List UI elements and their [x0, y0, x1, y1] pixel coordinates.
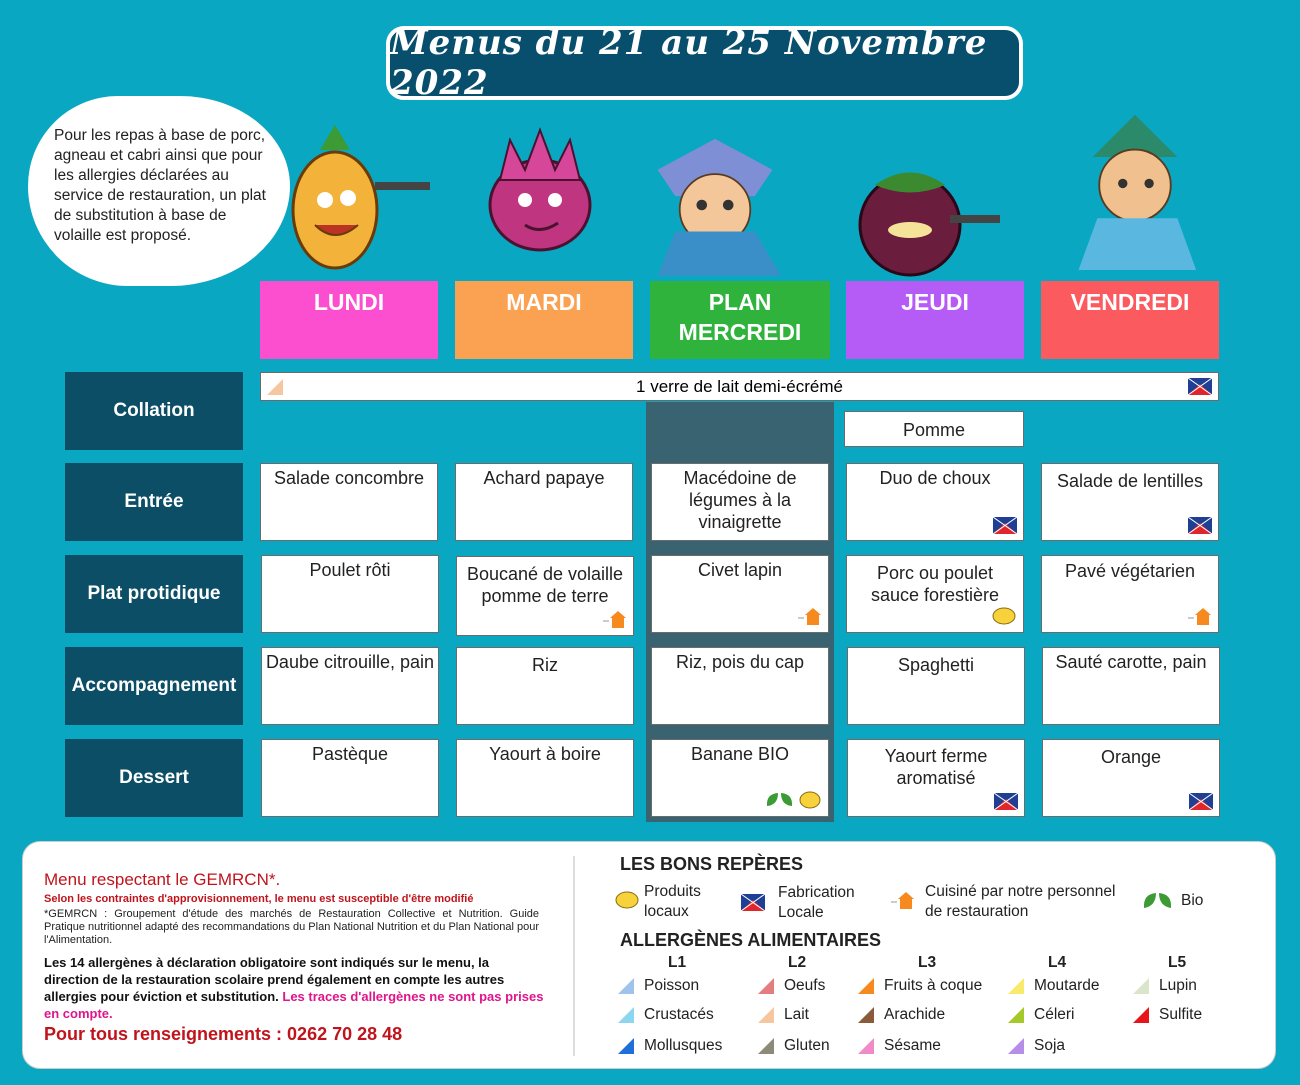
- lait-allergen-icon: [267, 379, 283, 395]
- cell-text: Salade concombre: [273, 468, 425, 488]
- allergen-marker-icon: [758, 1007, 774, 1023]
- cell-accomp-mardi: [456, 647, 634, 725]
- cell-text: Orange: [1100, 747, 1162, 767]
- allergen-label: Fruits à coque: [884, 977, 983, 994]
- cell-plat-vendredi: [1041, 555, 1219, 633]
- cell-entree-lundi: [260, 463, 438, 541]
- cell-text: Salade de lentilles: [1056, 471, 1204, 491]
- constraint-note: Selon les contraintes d'approvisionnement, le menu est susceptible d'être modifié: [44, 893, 474, 905]
- allergen-label: Mollusques: [644, 1037, 723, 1054]
- cell-accomp-vendredi: [1042, 647, 1220, 725]
- allergen-label: Moutarde: [1034, 977, 1100, 994]
- cell-text: Duo de choux: [879, 468, 991, 488]
- allergen-marker-icon: [618, 1038, 634, 1054]
- day-header-mercredi: [650, 281, 830, 359]
- collation-cell: [260, 372, 1219, 401]
- day-header-mardi: [455, 281, 633, 359]
- cell-entree-mercredi: [651, 463, 829, 541]
- cell-text: Yaourt à boire: [489, 744, 601, 764]
- cell-dessert-jeudi: [847, 739, 1025, 817]
- cell-entree-jeudi: [846, 463, 1024, 541]
- row-label-accompagnement: Accompagnement: [65, 647, 243, 725]
- fabrication-locale-icon: [741, 894, 765, 911]
- allergen-marker-icon: [758, 1038, 774, 1054]
- allergen-marker-icon: [858, 1007, 874, 1023]
- cuisine-maison-icon: [889, 890, 915, 910]
- allergen-group-code: L3: [918, 954, 937, 971]
- day-label: MARDI: [506, 289, 582, 315]
- cell-accomp-lundi: [261, 647, 439, 725]
- allergen-label: Sésame: [884, 1037, 941, 1054]
- cell-plat-mercredi: [651, 555, 829, 633]
- cell-text: Boucané de volaille pomme de terre: [466, 564, 624, 606]
- warrior-mascot-icon: [1060, 110, 1210, 270]
- cell-dessert-mercredi: [651, 739, 829, 817]
- bons-reperes-title: LES BONS REPÈRES: [620, 854, 804, 874]
- produits-locaux-icon: [614, 890, 640, 910]
- allergen-label: Sulfite: [1159, 1006, 1203, 1023]
- allergen-marker-icon: [1008, 1038, 1024, 1054]
- allergenes-title: ALLERGÈNES ALIMENTAIRES: [620, 930, 882, 950]
- collation-text: 1 verre de lait demi-écrémé: [636, 377, 843, 396]
- cell-text: Riz, pois du cap: [675, 652, 805, 672]
- day-label: JEUDI: [901, 289, 969, 315]
- allergen-label: Lupin: [1159, 977, 1197, 994]
- cell-text: Yaourt ferme aromatisé: [884, 746, 988, 788]
- cuisine-maison-icon: [601, 609, 627, 629]
- day-header-jeudi: [846, 281, 1024, 359]
- fabrication-locale-icon: [1189, 793, 1213, 810]
- cell-text: Daube citrouille, pain: [265, 652, 435, 672]
- bubble-text: Pour les repas à base de porc, agneau et cabri ainsi que pour les allergies déclarées au service de restauration, un plat de substitution à base de volaille est proposé.: [54, 127, 266, 244]
- allergen-note-text: Les 14 allergènes à déclaration obligatoire sont indiqués sur le menu, la direction de la restauration scolaire prend également en compte les autres allergies pour éviction et substitution.: [44, 955, 505, 1004]
- allergen-group-code: L1: [668, 954, 687, 971]
- page-title: Menus du 21 au 25 Novembre 2022: [386, 26, 1023, 100]
- mango-mascot-icon: [280, 120, 430, 280]
- info-bubble: [28, 96, 290, 286]
- repere-local: Produits locaux: [644, 883, 701, 920]
- allergen-note: [44, 954, 544, 1022]
- allergen-marker-icon: [858, 1038, 874, 1054]
- cell-text: Sauté carotte, pain: [1055, 652, 1207, 672]
- cell-text: Civet lapin: [697, 560, 783, 580]
- cell-dessert-mardi: [456, 739, 634, 817]
- day-header-vendredi: [1041, 281, 1219, 359]
- cell-accomp-mercredi: [651, 647, 829, 725]
- cell-text: Porc ou poulet sauce forestière: [870, 563, 1000, 605]
- allergen-marker-icon: [1008, 978, 1024, 994]
- cuisine-maison-icon: [796, 606, 822, 626]
- cell-text: Riz: [532, 655, 558, 675]
- produits-locaux-icon: [991, 606, 1017, 626]
- traces-note: Les traces d'allergènes ne sont pas prises en compte.: [44, 989, 544, 1021]
- cell-text: Banane BIO: [690, 744, 790, 764]
- allergen-label: Céleri: [1034, 1006, 1075, 1023]
- allergen-group-code: L5: [1168, 954, 1187, 971]
- collation-jeudi-cell: [844, 411, 1024, 447]
- day-header-lundi: [260, 281, 438, 359]
- allergen-label: Crustacés: [644, 1006, 714, 1023]
- allergen-marker-icon: [758, 978, 774, 994]
- legend-panel: [22, 841, 1276, 1069]
- allergen-label: Poisson: [644, 977, 700, 994]
- cell-text: Spaghetti: [897, 655, 975, 675]
- cell-text: Achard papaye: [483, 468, 605, 488]
- cell-plat-jeudi: [846, 555, 1024, 633]
- cell-dessert-lundi: [261, 739, 439, 817]
- row-label-collation: Collation: [65, 372, 243, 450]
- allergen-group-code: L4: [1048, 954, 1067, 971]
- cell-text: Poulet rôti: [309, 560, 391, 580]
- day-label: LUNDI: [313, 289, 385, 315]
- allergen-marker-icon: [858, 978, 874, 994]
- cell-plat-mardi: [456, 556, 634, 636]
- cell-plat-lundi: [261, 555, 439, 633]
- cell-dessert-vendredi: [1042, 739, 1220, 817]
- fabrication-locale-icon: [993, 517, 1017, 534]
- allergen-label: Soja: [1034, 1037, 1066, 1054]
- cell-text: Pomme: [902, 420, 965, 440]
- cell-text: Pavé végétarien: [1064, 561, 1196, 581]
- allergen-label: Gluten: [784, 1037, 830, 1054]
- row-label-plat: Plat protidique: [65, 555, 243, 633]
- allergen-marker-icon: [1133, 1007, 1149, 1023]
- day-label: VENDREDI: [1070, 289, 1190, 315]
- day-label: PLAN MERCREDI: [678, 289, 802, 345]
- cell-accomp-jeudi: [847, 647, 1025, 725]
- allergen-label: Lait: [784, 1006, 809, 1023]
- fabrication-locale-icon: [994, 793, 1018, 810]
- gemrcn-definition: *GEMRCN : Groupement d'étude des marchés de Restauration Collective et Nutrition. Guide Pratique nutritionnel adapté des recommandations du Plan National Nutrition et du Plan National pour l'Alimentation.: [44, 908, 539, 946]
- bio-and-local-icons: [764, 790, 822, 810]
- cell-entree-vendredi: [1041, 463, 1219, 541]
- fabrication-locale-icon: [1188, 517, 1212, 534]
- allergen-label: Arachide: [884, 1006, 946, 1023]
- repere-bio: Bio: [1181, 892, 1204, 909]
- bio-icon: [1141, 890, 1173, 910]
- dragonfruit-mascot-icon: [470, 120, 620, 280]
- allergen-label: Oeufs: [784, 977, 826, 994]
- allergen-marker-icon: [1133, 978, 1149, 994]
- cell-text: Pastèque: [311, 744, 389, 764]
- hero-mascot-icon: [640, 125, 790, 285]
- repere-fabrication: Fabrication Locale: [778, 884, 855, 921]
- cell-text: Macédoine de légumes à la vinaigrette: [683, 468, 797, 532]
- allergen-marker-icon: [1008, 1007, 1024, 1023]
- cuisine-maison-icon: [1186, 606, 1212, 626]
- fabrication-locale-icon: [1188, 378, 1212, 395]
- legend-divider: [573, 856, 575, 1056]
- allergen-marker-icon: [618, 1007, 634, 1023]
- repere-cuisine: Cuisiné par notre personnel de restauration: [925, 883, 1116, 920]
- row-label-entree: Entrée: [65, 463, 243, 541]
- allergen-group-code: L2: [788, 954, 807, 971]
- gemrcn-title: Menu respectant le GEMRCN*.: [44, 870, 281, 889]
- cell-entree-mardi: [455, 463, 633, 541]
- mangosteen-mascot-icon: [850, 140, 1000, 300]
- contact-line: Pour tous renseignements : 0262 70 28 48: [44, 1024, 403, 1044]
- allergen-marker-icon: [618, 978, 634, 994]
- row-label-dessert: Dessert: [65, 739, 243, 817]
